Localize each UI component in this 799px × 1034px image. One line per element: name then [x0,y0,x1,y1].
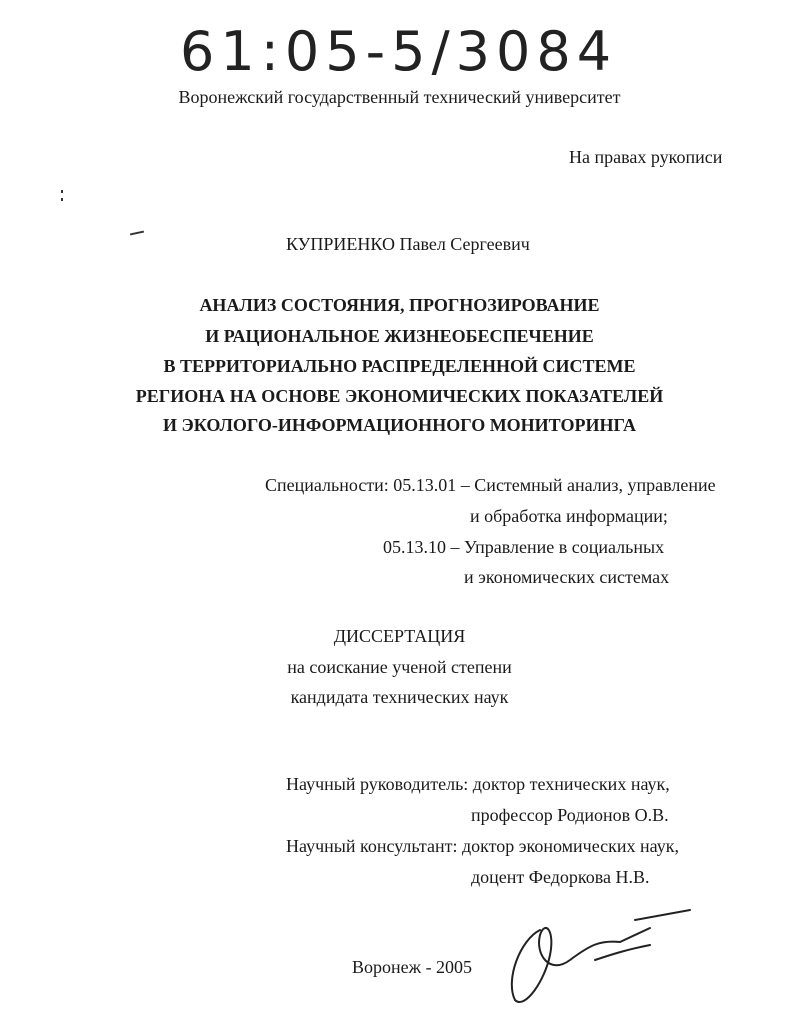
title-line: И ЭКОЛОГО-ИНФОРМАЦИОННОГО МОНИТОРИНГА [163,415,636,435]
degree-line: кандидата технических наук [290,687,509,707]
advisor-line: Научный консультант: доктор экономических наук, [286,836,679,856]
degree-line: на соискание ученой степени [287,657,512,677]
specialty-line: и экономических системах [464,567,670,587]
advisor-line: доцент Федоркова Н.В. [471,867,650,887]
archive-code-text: 61:05-5/3084 [180,20,618,83]
scan-speck [61,198,63,201]
title-line: В ТЕРРИТОРИАЛЬНО РАСПРЕДЕЛЕННОЙ СИСТЕМЕ [163,356,636,376]
signature [500,900,700,1010]
title-line: РЕГИОНА НА ОСНОВЕ ЭКОНОМИЧЕСКИХ ПОКАЗАТЕЛЕЙ [135,386,664,406]
author-name: КУПРИЕНКО Павел Сергеевич [286,234,530,254]
city-year: Воронеж - 2005 [352,957,473,977]
scan-speck [61,190,63,193]
advisor-line: Научный руководитель: доктор технических наук, [286,774,670,794]
specialty-line: 05.13.10 – Управление в социальных [383,537,665,557]
title-line: И РАЦИОНАЛЬНОЕ ЖИЗНЕОБЕСПЕЧЕНИЕ [205,326,594,346]
manuscript-rights-note: На правах рукописи [569,147,723,167]
handwritten-archive-code [170,6,630,88]
title-line: АНАЛИЗ СОСТОЯНИЯ, ПРОГНОЗИРОВАНИЕ [199,295,600,315]
advisor-line: профессор Родионов О.В. [471,805,669,825]
scan-speck [130,231,144,236]
specialty-line: Специальности: 05.13.01 – Системный анализ, управление [265,475,716,495]
document-type: ДИССЕРТАЦИЯ [333,626,466,646]
university-name: Воронежский государственный технический университет [178,87,621,107]
specialty-line: и обработка информации; [470,506,668,526]
